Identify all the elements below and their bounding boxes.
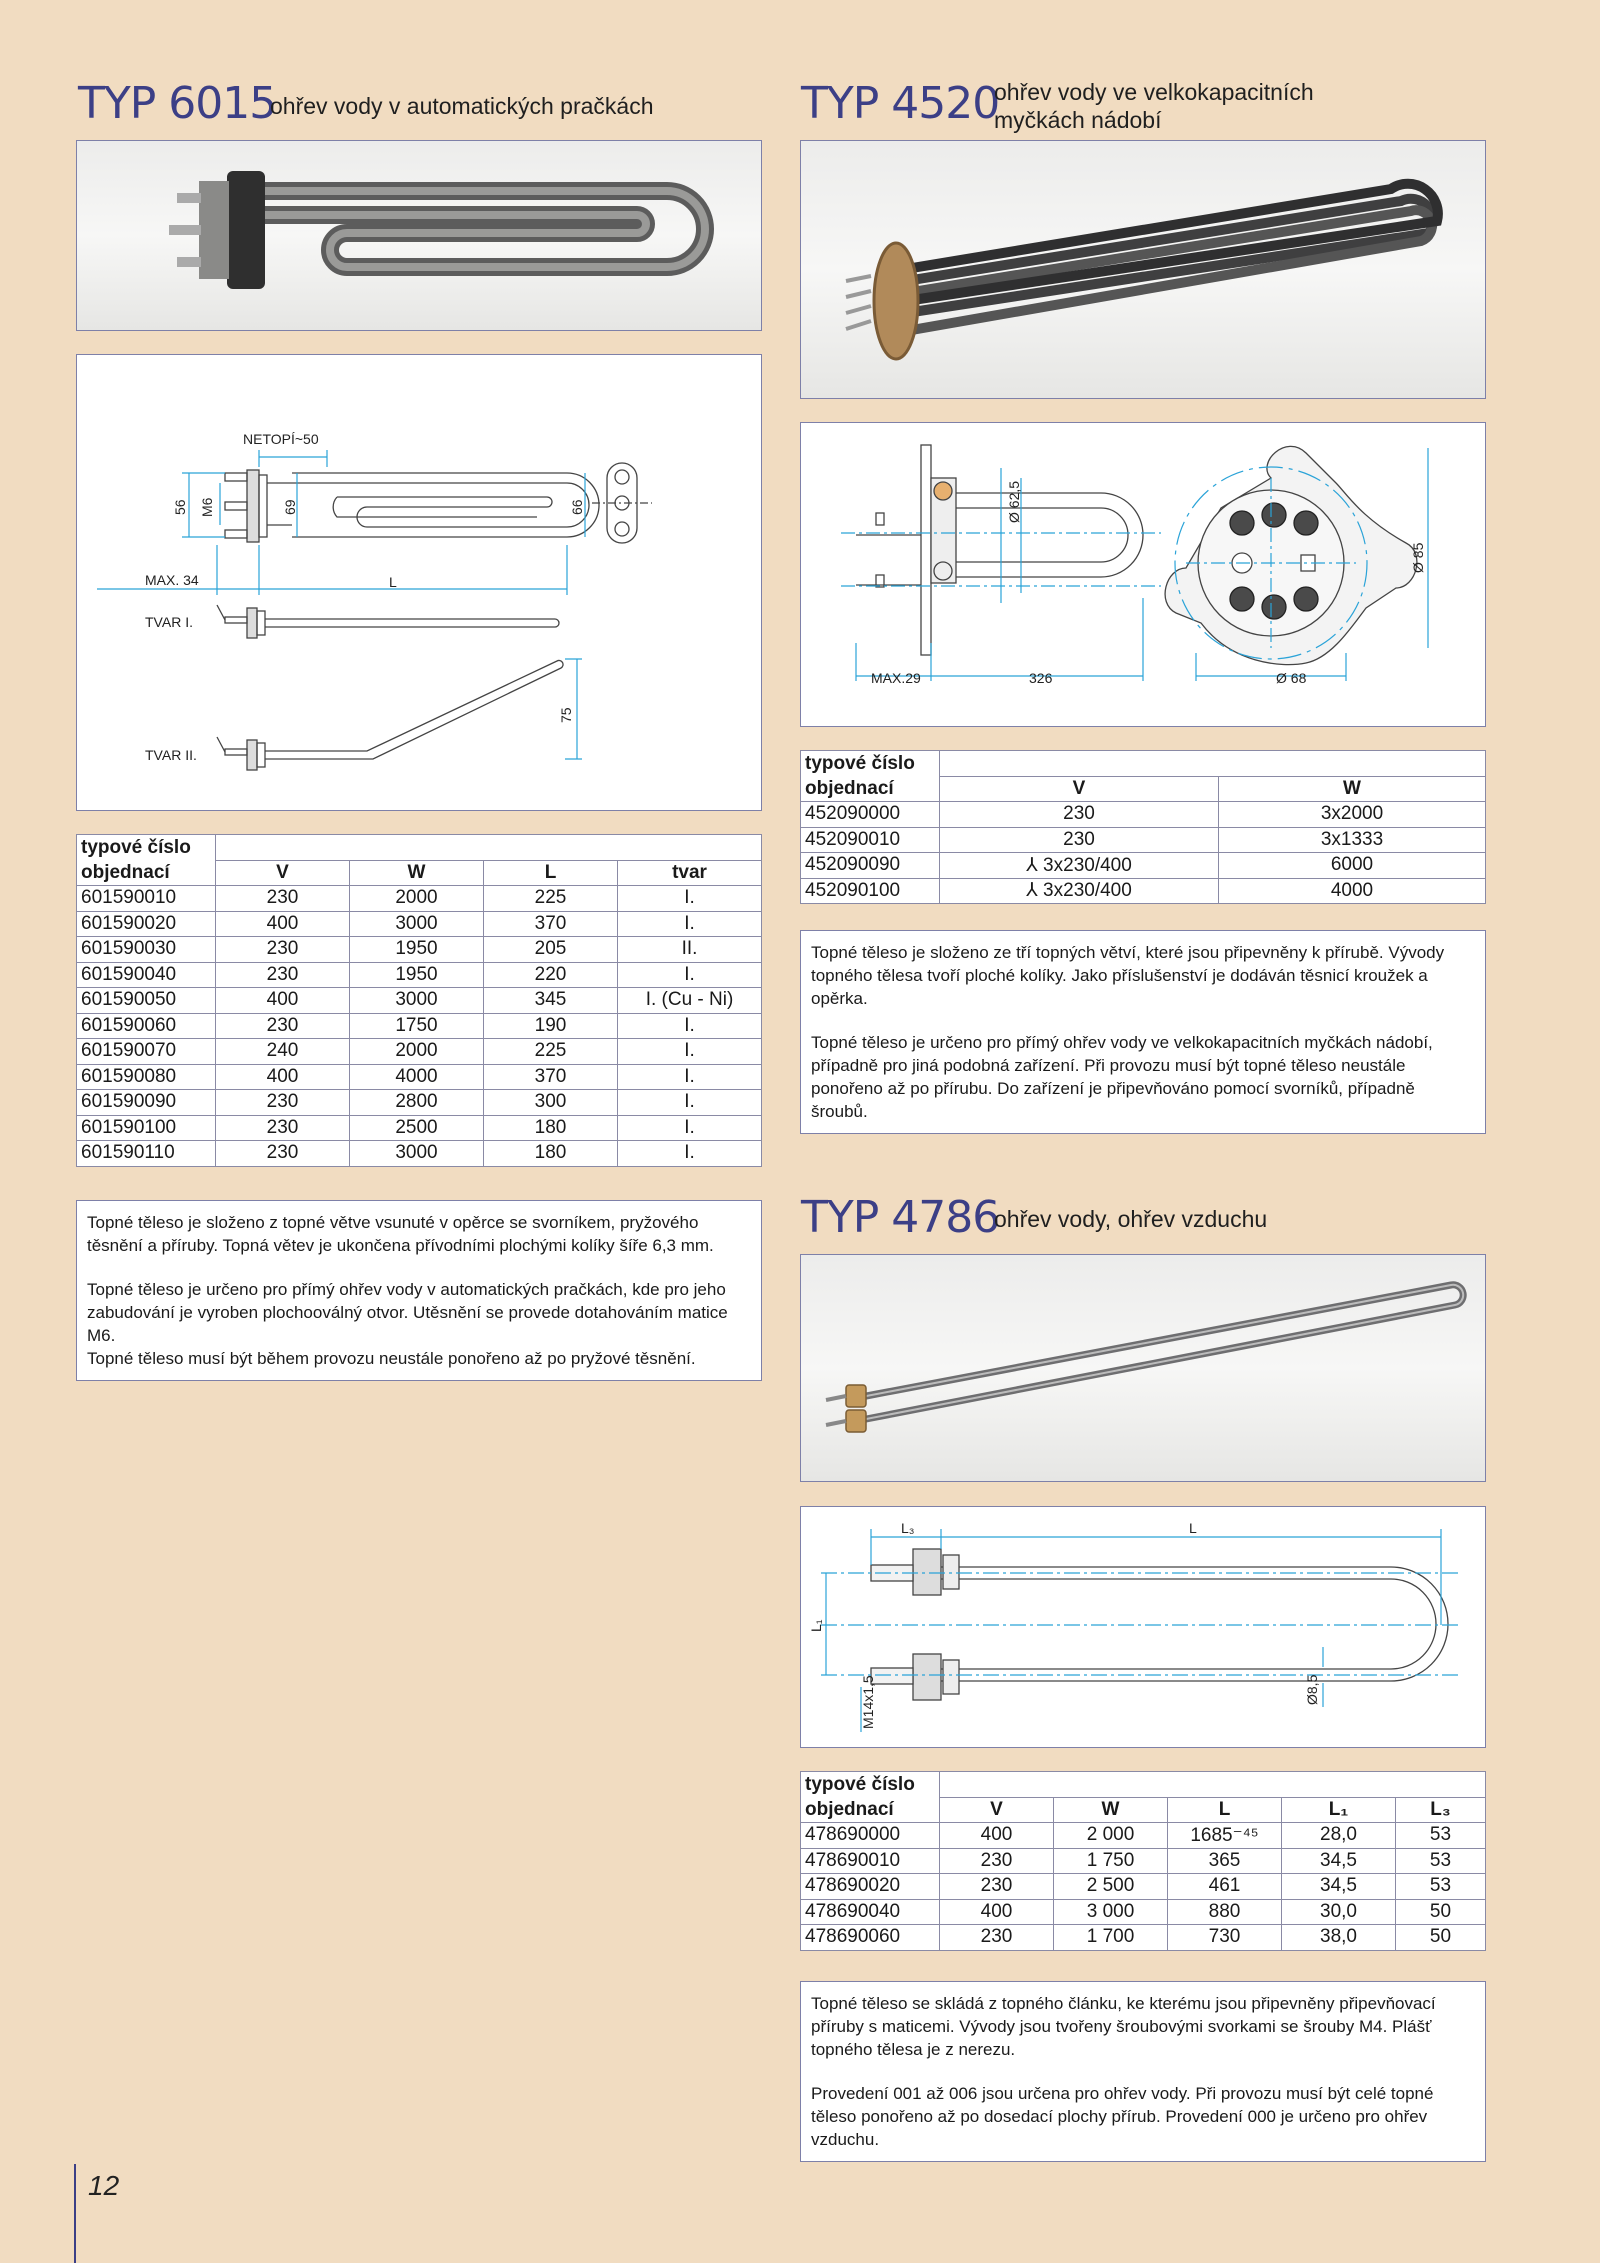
table-row: 601590090 230 2800 300 I.: [77, 1090, 762, 1116]
typ6015-description: [76, 1200, 762, 1381]
table-col-header: tvar: [618, 860, 762, 886]
table-row: 601590080 400 4000 370 I.: [77, 1064, 762, 1090]
typ4520-description: [800, 930, 1486, 1134]
typ4786-drawing: [800, 1506, 1486, 1748]
table-row: 478690020 230 2 500 461 34,5 53: [801, 1874, 1486, 1900]
dim-d85: Ø8,5: [1304, 1674, 1320, 1705]
dim-d625: Ø 62,5: [1006, 480, 1022, 523]
typ4520-table: [800, 750, 1486, 904]
description-paragraph: Topné těleso je složeno ze tří topných větví, které jsou připevněny k přírubě. Vývody topného tělesa tvoří ploché kolíky. Jako příslušenství je dodáván těsnicí kroužek a opěrka.: [811, 943, 1445, 1008]
dim-326: 326: [1029, 670, 1053, 686]
heating-element-6015-image: [77, 141, 760, 329]
table-col-header: W: [1219, 776, 1486, 802]
label-tvar2: TVAR II.: [145, 747, 197, 763]
table-row: 601590060 230 1750 190 I.: [77, 1013, 762, 1039]
table-header-typ-line1: typové číslo: [77, 835, 216, 861]
table-col-header: L: [1168, 1797, 1282, 1823]
table-row: 601590110 230 3000 180 I.: [77, 1141, 762, 1167]
table-row: 452090090 ⅄ 3x230/400 6000: [801, 853, 1486, 879]
table-row: 601590100 230 2500 180 I.: [77, 1115, 762, 1141]
dim-netopi: NETOPÍ~50: [243, 431, 319, 447]
dim-56: 56: [172, 499, 188, 515]
typ6015-drawing: [76, 354, 762, 811]
table-row: 601590070 240 2000 225 I.: [77, 1039, 762, 1065]
typ4786-title: TYP 4786: [801, 1192, 1000, 1243]
typ4786-subtitle: ohřev vody, ohřev vzduchu: [994, 1206, 1268, 1232]
table-col-header: V: [940, 1797, 1054, 1823]
dim-75: 75: [558, 707, 574, 723]
table-row: 601590040 230 1950 220 I.: [77, 962, 762, 988]
dim-m6: M6: [199, 497, 215, 517]
dim-L3: L₃: [901, 1520, 915, 1536]
table-row: 478690010 230 1 750 365 34,5 53: [801, 1848, 1486, 1874]
dim-66: 66: [569, 499, 585, 515]
description-paragraph: Topné těleso se skládá z topného článku, ke kterému jsou připevněny připevňovací příruby s maticemi. Vývody jsou tvořeny šroubovými svorkami se šrouby M4. Plášť topného tělesa je z nerezu.: [811, 1994, 1436, 2059]
typ4520-subtitle-line2: myčkách nádobí: [994, 107, 1162, 133]
typ6015-title: TYP 6015: [78, 78, 277, 129]
heating-element-4520-image: [801, 141, 1484, 397]
table-row: 601590010 230 2000 225 I.: [77, 886, 762, 912]
table-row: 601590030 230 1950 205 II.: [77, 937, 762, 963]
dim-m14: M14x1,5: [860, 1675, 876, 1729]
typ6015-subtitle: ohřev vody v automatických pračkách: [270, 93, 654, 119]
typ6015-photo: [76, 140, 762, 331]
table-col-header: L₁: [1282, 1797, 1396, 1823]
typ4786-description: [800, 1981, 1486, 2162]
table-col-header: V: [216, 860, 350, 886]
table-header-typ-line1: typové číslo: [801, 751, 940, 777]
table-row: 452090010 230 3x1333: [801, 827, 1486, 853]
table-row: 601590020 400 3000 370 I.: [77, 911, 762, 937]
page-margin-line: [74, 2164, 76, 2263]
table-col-header: L: [484, 860, 618, 886]
typ6015-table: [76, 834, 762, 1167]
description-paragraph: Topné těleso je určeno pro přímý ohřev vody v automatických pračkách, kde pro jeho zabudování je vyroben plochooválný otvor. Utěsnění se provede dotahováním matice M6. Topné těleso musí být během provozu neustále ponořeno až po pryžové těsnění.: [87, 1280, 728, 1368]
typ4786-table: [800, 1771, 1486, 1951]
dim-L: L: [1189, 1520, 1197, 1536]
table-header-typ-line2: objednací: [801, 776, 940, 802]
table-col-header: L₃: [1396, 1797, 1486, 1823]
page-number: 12: [88, 2170, 120, 2201]
dim-L: L: [389, 574, 397, 590]
heating-element-4786-image: [801, 1255, 1484, 1480]
typ4520-title: TYP 4520: [801, 78, 1000, 129]
table-row: 478690000 400 2 000 1685⁻⁴⁵ 28,0 53: [801, 1823, 1486, 1849]
table-row: 601590050 400 3000 345 I. (Cu - Ni): [77, 988, 762, 1014]
table-row: 478690040 400 3 000 880 30,0 50: [801, 1899, 1486, 1925]
description-paragraph: Topné těleso je složeno z topné větve vsunuté v opěrce se svorníkem, pryžového těsnění a příruby. Topná větev je ukončena přívodními plochými kolíky šíře 6,3 mm.: [87, 1213, 714, 1255]
table-header-typ-line2: objednací: [77, 860, 216, 886]
typ4786-photo: [800, 1254, 1486, 1482]
table-header-typ-line1: typové číslo: [801, 1772, 940, 1798]
label-tvar1: TVAR I.: [145, 614, 193, 630]
table-row: 452090100 ⅄ 3x230/400 4000: [801, 878, 1486, 904]
table-col-header: W: [1054, 1797, 1168, 1823]
dim-L1: L₁: [808, 1619, 824, 1632]
typ4520-photo: [800, 140, 1486, 399]
typ4520-drawing: [800, 422, 1486, 727]
dim-d85: Ø 85: [1410, 542, 1426, 573]
table-row: 452090000 230 3x2000: [801, 802, 1486, 828]
dim-max29: MAX.29: [871, 670, 921, 686]
dim-d68: Ø 68: [1276, 670, 1307, 686]
table-col-header: V: [940, 776, 1219, 802]
description-paragraph: Topné těleso je určeno pro přímý ohřev vody ve velkokapacitních myčkách nádobí, případně pro jiná podobná zařízení. Při provozu musí být topné těleso neustále ponořeno až po přírubu. Do zařízení je připevňováno pomocí svorníků, případně šroubů.: [811, 1033, 1433, 1121]
table-row: 478690060 230 1 700 730 38,0 50: [801, 1925, 1486, 1951]
table-col-header: W: [350, 860, 484, 886]
typ4520-subtitle-line1: ohřev vody ve velkokapacitních: [994, 79, 1314, 105]
dim-max34: MAX. 34: [145, 572, 199, 588]
dim-69: 69: [282, 499, 298, 515]
description-paragraph: Provedení 001 až 006 jsou určena pro ohřev vody. Při provozu musí být celé topné těleso ponořeno až po dosedací plochy přírub. Provedení 000 je určeno pro ohřev vzduchu.: [811, 2084, 1434, 2149]
table-header-typ-line2: objednací: [801, 1797, 940, 1823]
